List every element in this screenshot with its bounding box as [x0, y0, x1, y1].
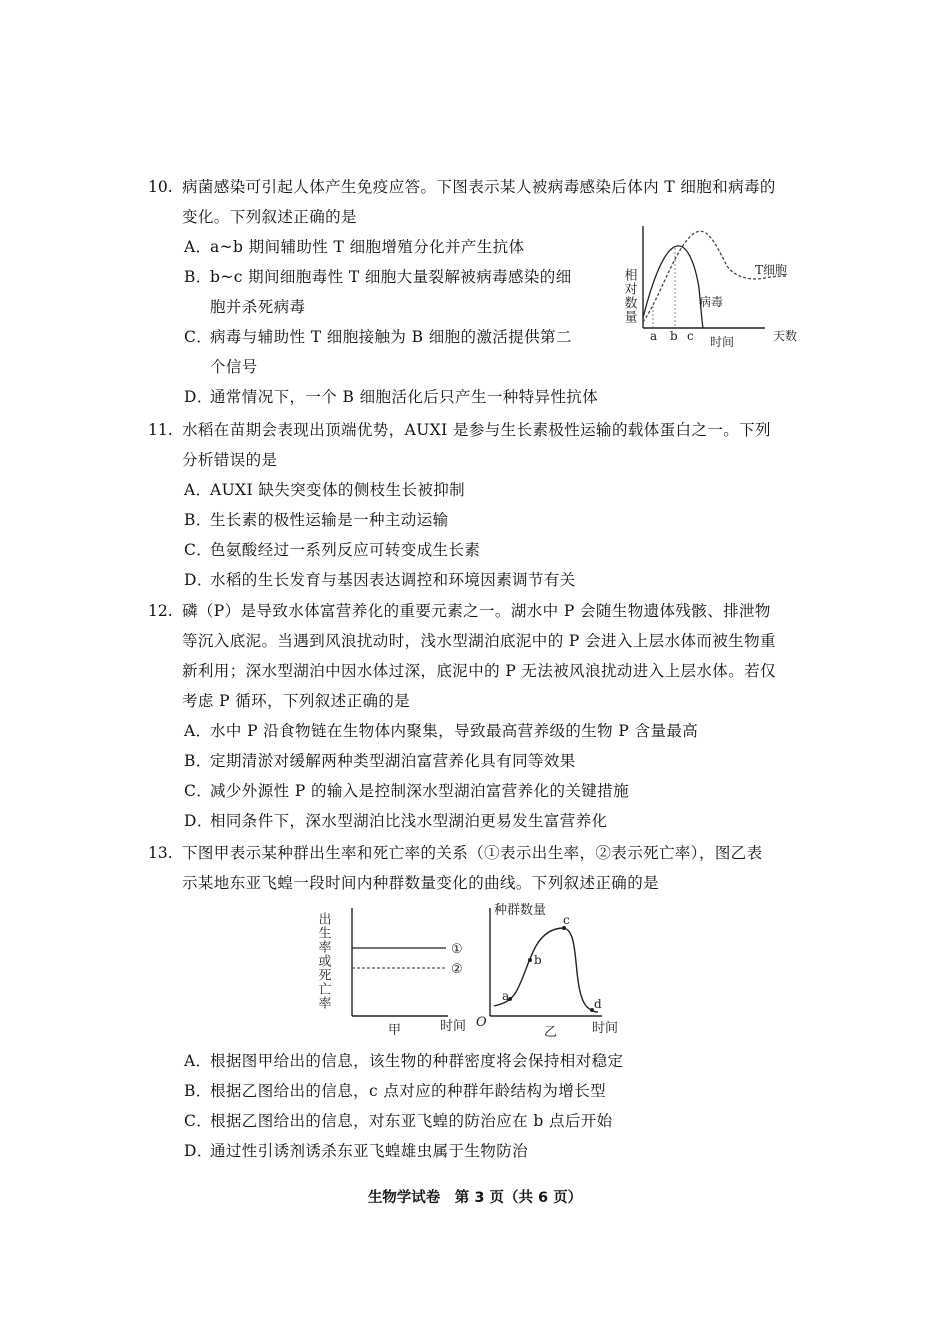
q12-stem-line1: 磷（P）是导致水体富营养化的重要元素之一。湖水中 P 会随生物遗体残骸、排泄物	[182, 602, 771, 620]
q13-option-b: B．根据乙图给出的信息，c 点对应的种群年龄结构为增长型	[184, 1082, 607, 1100]
q10-stem-line1: 病菌感染可引起人体产生免疫应答。下图表示某人被病毒感染后体内 T 细胞和病毒的	[182, 178, 776, 196]
q12-option-a: A．水中 P 沿食物链在生物体内聚集，导致最高营养级的生物 P 含量最高	[184, 722, 699, 740]
q10-option-b-cont: 胞并杀死病毒	[210, 298, 306, 316]
q12-number: 12.	[148, 602, 173, 620]
q10-fig-tick-a: a	[650, 329, 658, 343]
q10-figure	[615, 218, 810, 353]
q12-option-d: D．相同条件下，深水型湖泊比浅水型湖泊更易发生富营养化	[184, 812, 608, 830]
q12-option-b: B．定期清淤对缓解两种类型湖泊富营养化具有同等效果	[184, 752, 576, 770]
q11-option-d: D．水稻的生长发育与基因表达调控和环境因素调节有关	[184, 571, 576, 589]
q10-option-c-cont: 个信号	[210, 358, 258, 376]
q12-stem-line3: 新利用；深水型湖泊中因水体过深，底泥中的 P 无法被风浪扰动进入上层水体。若仅	[182, 662, 776, 680]
q10-fig-virus-label: 病毒	[699, 295, 724, 309]
q10-option-d: D．通常情况下，一个 B 细胞活化后只产生一种特异性抗体	[184, 388, 599, 406]
q13-figB-label-a: a	[502, 989, 510, 1003]
q10-option-c: C．病毒与辅助性 T 细胞接触为 B 细胞的激活提供第二	[184, 328, 572, 346]
q13-figA-mark1: ①	[451, 942, 463, 957]
q10-number: 10.	[148, 178, 173, 196]
q10-stem-line2: 变化。下列叙述正确的是	[182, 208, 357, 226]
q13-figB-xlabel: 时间	[592, 1021, 619, 1036]
q13-figB-label-b: b	[534, 953, 542, 967]
q10-fig-xlabel: 时间	[710, 335, 735, 349]
q13-figure-b	[472, 902, 634, 1040]
q12-option-c: C．减少外源性 P 的输入是控制深水型湖泊富营养化的关键措施	[184, 782, 629, 800]
q11-stem-line1: 水稻在苗期会表现出顶端优势，AUXI 是参与生长素极性运输的载体蛋白之一。下列	[182, 421, 771, 439]
q10-fig-tick-c: c	[687, 329, 694, 343]
q11-number: 11.	[148, 421, 173, 439]
q13-figA-name: 甲	[388, 1023, 402, 1038]
page-footer: 生物学试卷 第 3 页（共 6 页）	[367, 1190, 583, 1206]
q13-option-c: C．根据乙图给出的信息，对东亚飞蝗的防治应在 b 点后开始	[184, 1112, 613, 1130]
q12-stem-line2: 等沉入底泥。当遇到风浪扰动时，浅水型湖泊底泥中的 P 会进入上层水体而被生物重	[182, 632, 776, 650]
q13-stem-line2: 示某地东亚飞蝗一段时间内种群数量变化的曲线。下列叙述正确的是	[182, 874, 660, 892]
q11-option-b: B．生长素的极性运输是一种主动运输	[184, 511, 449, 529]
q10-fig-tick-b: b	[670, 329, 678, 343]
q11-stem-line2: 分析错误的是	[182, 451, 278, 469]
q13-option-d: D．通过性引诱剂诱杀东亚飞蝗雄虫属于生物防治	[184, 1142, 529, 1160]
q13-figure-a	[315, 902, 478, 1040]
q13-figB-label-c: c	[563, 913, 570, 927]
q10-option-a: A．a~b 期间辅助性 T 细胞增殖分化并产生抗体	[184, 238, 525, 256]
q13-figA-mark2: ②	[451, 962, 463, 977]
q11-option-c: C．色氨酸经过一系列反应可转变成生长素	[184, 541, 481, 559]
q10-fig-virus-curve	[643, 246, 703, 328]
q10-fig-tcell-label: T细胞	[755, 263, 788, 277]
q13-figA-xlabel: 时间	[440, 1019, 467, 1034]
q10-fig-ylabel: 相对数量	[621, 268, 637, 324]
q12-stem-line4: 考虑 P 循环，下列叙述正确的是	[182, 692, 411, 710]
q13-stem-line1: 下图甲表示某种群出生率和死亡率的关系（①表示出生率，②表示死亡率），图乙表	[182, 844, 763, 862]
q10-option-b: B．b~c 期间细胞毒性 T 细胞大量裂解被病毒感染的细	[184, 268, 572, 286]
q13-figB-label-d: d	[594, 997, 602, 1011]
q13-figA-ylabel: 出生率或死亡率	[315, 912, 331, 1010]
q13-option-a: A．根据图甲给出的信息，该生物的种群密度将会保持相对稳定	[184, 1052, 624, 1070]
q13-figB-point-b	[528, 958, 532, 962]
q10-fig-xunit: 天数	[773, 329, 798, 343]
q13-figB-ylabel: 种群数量	[494, 903, 547, 918]
q13-figB-name: 乙	[544, 1025, 558, 1040]
q13-figB-origin: O	[476, 1015, 487, 1030]
q13-number: 13.	[148, 844, 173, 862]
q11-option-a: A．AUXI 缺失突变体的侧枝生长被抑制	[184, 481, 466, 499]
